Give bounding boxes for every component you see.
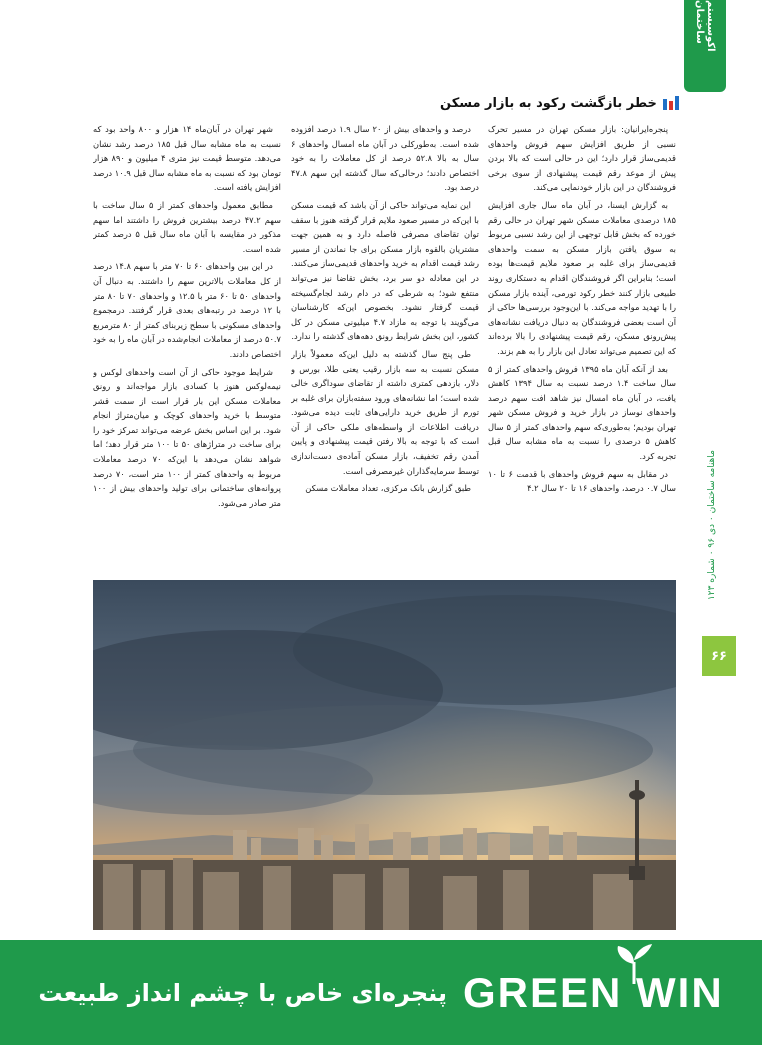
paragraph: بعد از آنکه آبان ماه ۱۳۹۵ فروش واحدهای کمتر از ۵ سال ساخت ۱.۴ درصد نسبت به سال ۱۳۹۴ کاهش یافت، در آبان ماه امسال نیز شاهد افت سهم درصد واحدهای نوساز در بازار خرید و فروش مسکن شهر تهران بودیم؛ به‌طوری‌که سهم واحدهای کمتر از ۵ سال کاهش ۵ درصدی را نسبت به ماه مشابه سال قبل تجربه کرد. [488,363,676,462]
banner-tagline: پنجره‌ای خاص با چشم انداز طبیعت [38,978,447,1007]
paragraph: شهر تهران در آبان‌ماه ۱۴ هزار و ۸۰۰ واحد بود که نسبت به ماه مشابه سال قبل ۱۸۵ درصد رشد نشان می‌دهد. متوسط قیمت نیز متری ۴ میلیون و ۸۹۰ هزار تومان بود که نسبت به ماه مشابه سال قبل ۱۰.۹ درصد افزایش یافته است. [93,124,281,193]
paragraph: این نمایه می‌تواند حاکی از آن باشد که قیمت مسکن با این‌که در مسیر صعود ملایم قرار گرفته هنوز با سقف توان تقاضای مصرفی فاصله دارد و به همین جهت مشتریان بالقوه بازار مسکن برای جا نماندن از مسیر رشد قیمت اقدام به خرید واحدهای قدیمی‌ساز می‌کنند. در این معادله دو سر برد، بخش تقاضا نیز می‌تواند منتفع شود؛ به شرطی که در دام رشد لجام‌گسیخته قیمت گرفتار نشود. بخصوص این‌که کارشناسان می‌گویند با توجه به مازاد ۴.۷ میلیونی مسکن در کل کشور، این بخش شرایط رونق دهه‌های گذشته را ندارد. [291,199,479,342]
paragraph: در مقابل به سهم فروش واحدهای با قدمت ۶ تا ۱۰ سال ۰.۷ درصد، واحدهای ۱۶ تا ۲۰ سال ۴.۲ [488,468,676,494]
paragraph: طی پنج سال گذشته به دلیل این‌که معمولاً بازار مسکن نسبت به سه بازار رقیب یعنی طلا، بورس و دلار، بازدهی کمتری داشته از تقاضای سوداگری خالی شده است؛ اما نشانه‌های ورود سفته‌بازان برای غلبه بر تورم از طریق خرید دارایی‌های ثابت دیده می‌شود. دریافت اطلاعات از واسطه‌های ملکی حاکی از آن است که با توجه به بالا رفتن قیمت پیشنهادی و پایین آمدن رقم تخفیف، بازار مسکن آماده‌ی دست‌اندازی توسط سرمایه‌گذاران غیرمصرفی است. [291,348,479,476]
page-number: ۶۶ [702,636,736,676]
issue-info-label: ماهنامه ساختمان ۰ دی ۹۶ ۰ شماره ۱۲۳ [707,449,717,601]
paragraph: مطابق معمول واحدهای کمتر از ۵ سال ساخت با سهم ۴۷.۲ درصد بیشترین فروش را داشتند اما سهم مذکور در مقایسه با آبان ماه سال قبل ۵ درصد کمتر شده است. [93,199,281,254]
article-title: خطر بازگشت رکود به بازار مسکن [440,95,657,111]
paragraph: در این بین واحدهای ۶۰ تا ۷۰ متر با سهم ۱۴.۸ درصد از کل معاملات بالاترین سهم را داشتند. به دنبال آن واحدهای ۵۰ تا ۶۰ متر با ۱۲.۵ و واحدهای ۷۰ تا ۸۰ متر با ۱۲ درصد در رتبه‌های بعدی قرار گرفتند. درمجموع واحدهای مسکونی با سطح زیربنای کمتر از ۸۰ مترمربع ۵۰.۷ درصد از معاملات انجام‌شده در آبان ماه را به خود اختصاص دادند. [93,261,281,359]
banner-brand-logo: GREEN WIN [462,968,724,1016]
article-column-2 [291,122,479,577]
paragraph: درصد و واحدهای بیش از ۲۰ سال ۱.۹ درصد افزوده شده است. به‌طورکلی در آبان ماه امسال واحدهای ۶ سال به بالا ۵۲.۸ درصد از کل معاملات را به خود اختصاص دادند؛ درحالی‌که سال گذشته این سهم ۴۷.۸ درصد بود. [291,124,479,193]
paragraph: به گزارش ایسنا، در آبان ماه سال جاری افزایش ۱۸۵ درصدی معاملات مسکن شهر تهران در حالی رقم خورده که بخش قابل توجهی از این رشد نسبی مربوط به سوق یافتن بازار مسکن به سمت واحدهای قدیمی‌ساز برای غلبه بر صعود ملایم قیمت‌ها بوده است؛ بنابراین اگر فروشندگان اقدام به دستکاری روند طبیعی بازار کنند خطر رکود تورمی، آینده بازار مسکن را با تهدید مواجه می‌کند. با این‌وجود بررسی‌ها حاکی از آن است بعضی فروشندگان به دنبال دریافت نشانه‌های پیش‌رونق مسکن، رقم قیمت پیشنهادی را بالا برده‌اند که این تصمیم می‌تواند تعادل این بازار را به هم بزند. [488,199,676,356]
section-tab-label: اکوسیستم ساختمان [694,0,716,52]
paragraph: طبق گزارش بانک مرکزی، تعداد معاملات مسکن [305,483,471,494]
tehran-skyline-photo [93,580,676,930]
paragraph: پنجره‌ایرانیان: بازار مسکن تهران در مسیر تحرک نسبی از طریق افزایش سهم فروش واحدهای قدیمی‌ساز قرار دارد؛ این در حالی است که بالا بردن پیش از موعد رقم قیمت پیشنهادی از سوی برخی فروشندگان در این بازار خودنمایی می‌کند. [488,124,676,193]
article-header [440,92,680,114]
article-column-1 [488,122,676,577]
issue-info [700,420,724,630]
sprout-icon [612,944,656,984]
building-icon [663,96,679,110]
paragraph: شرایط موجود حاکی از آن است واحدهای لوکس و نیمه‌لوکس هنوز با کسادی بازار مواجه‌اند و رونق معاملات مسکن این بار قرار است از سمت قشر متوسط با خرید واحدهای کوچک و میان‌متراژ انجام شود. بر این اساس بخش عرضه می‌تواند تمرکز خود را برای ساخت در متراژهای ۵۰ تا ۱۰۰ متر قرار دهد؛ اما شواهد نشان می‌دهد با این‌که ۷۰ درصد معاملات مربوط به واحدهای کمتر از ۱۰۰ متر است، ۷۰ درصد پروانه‌های ساختمانی برای تولید واحدهای بیش از ۱۰۰ متر صادر می‌شود. [93,366,281,508]
section-tab [684,0,726,92]
article-column-3 [93,122,281,577]
